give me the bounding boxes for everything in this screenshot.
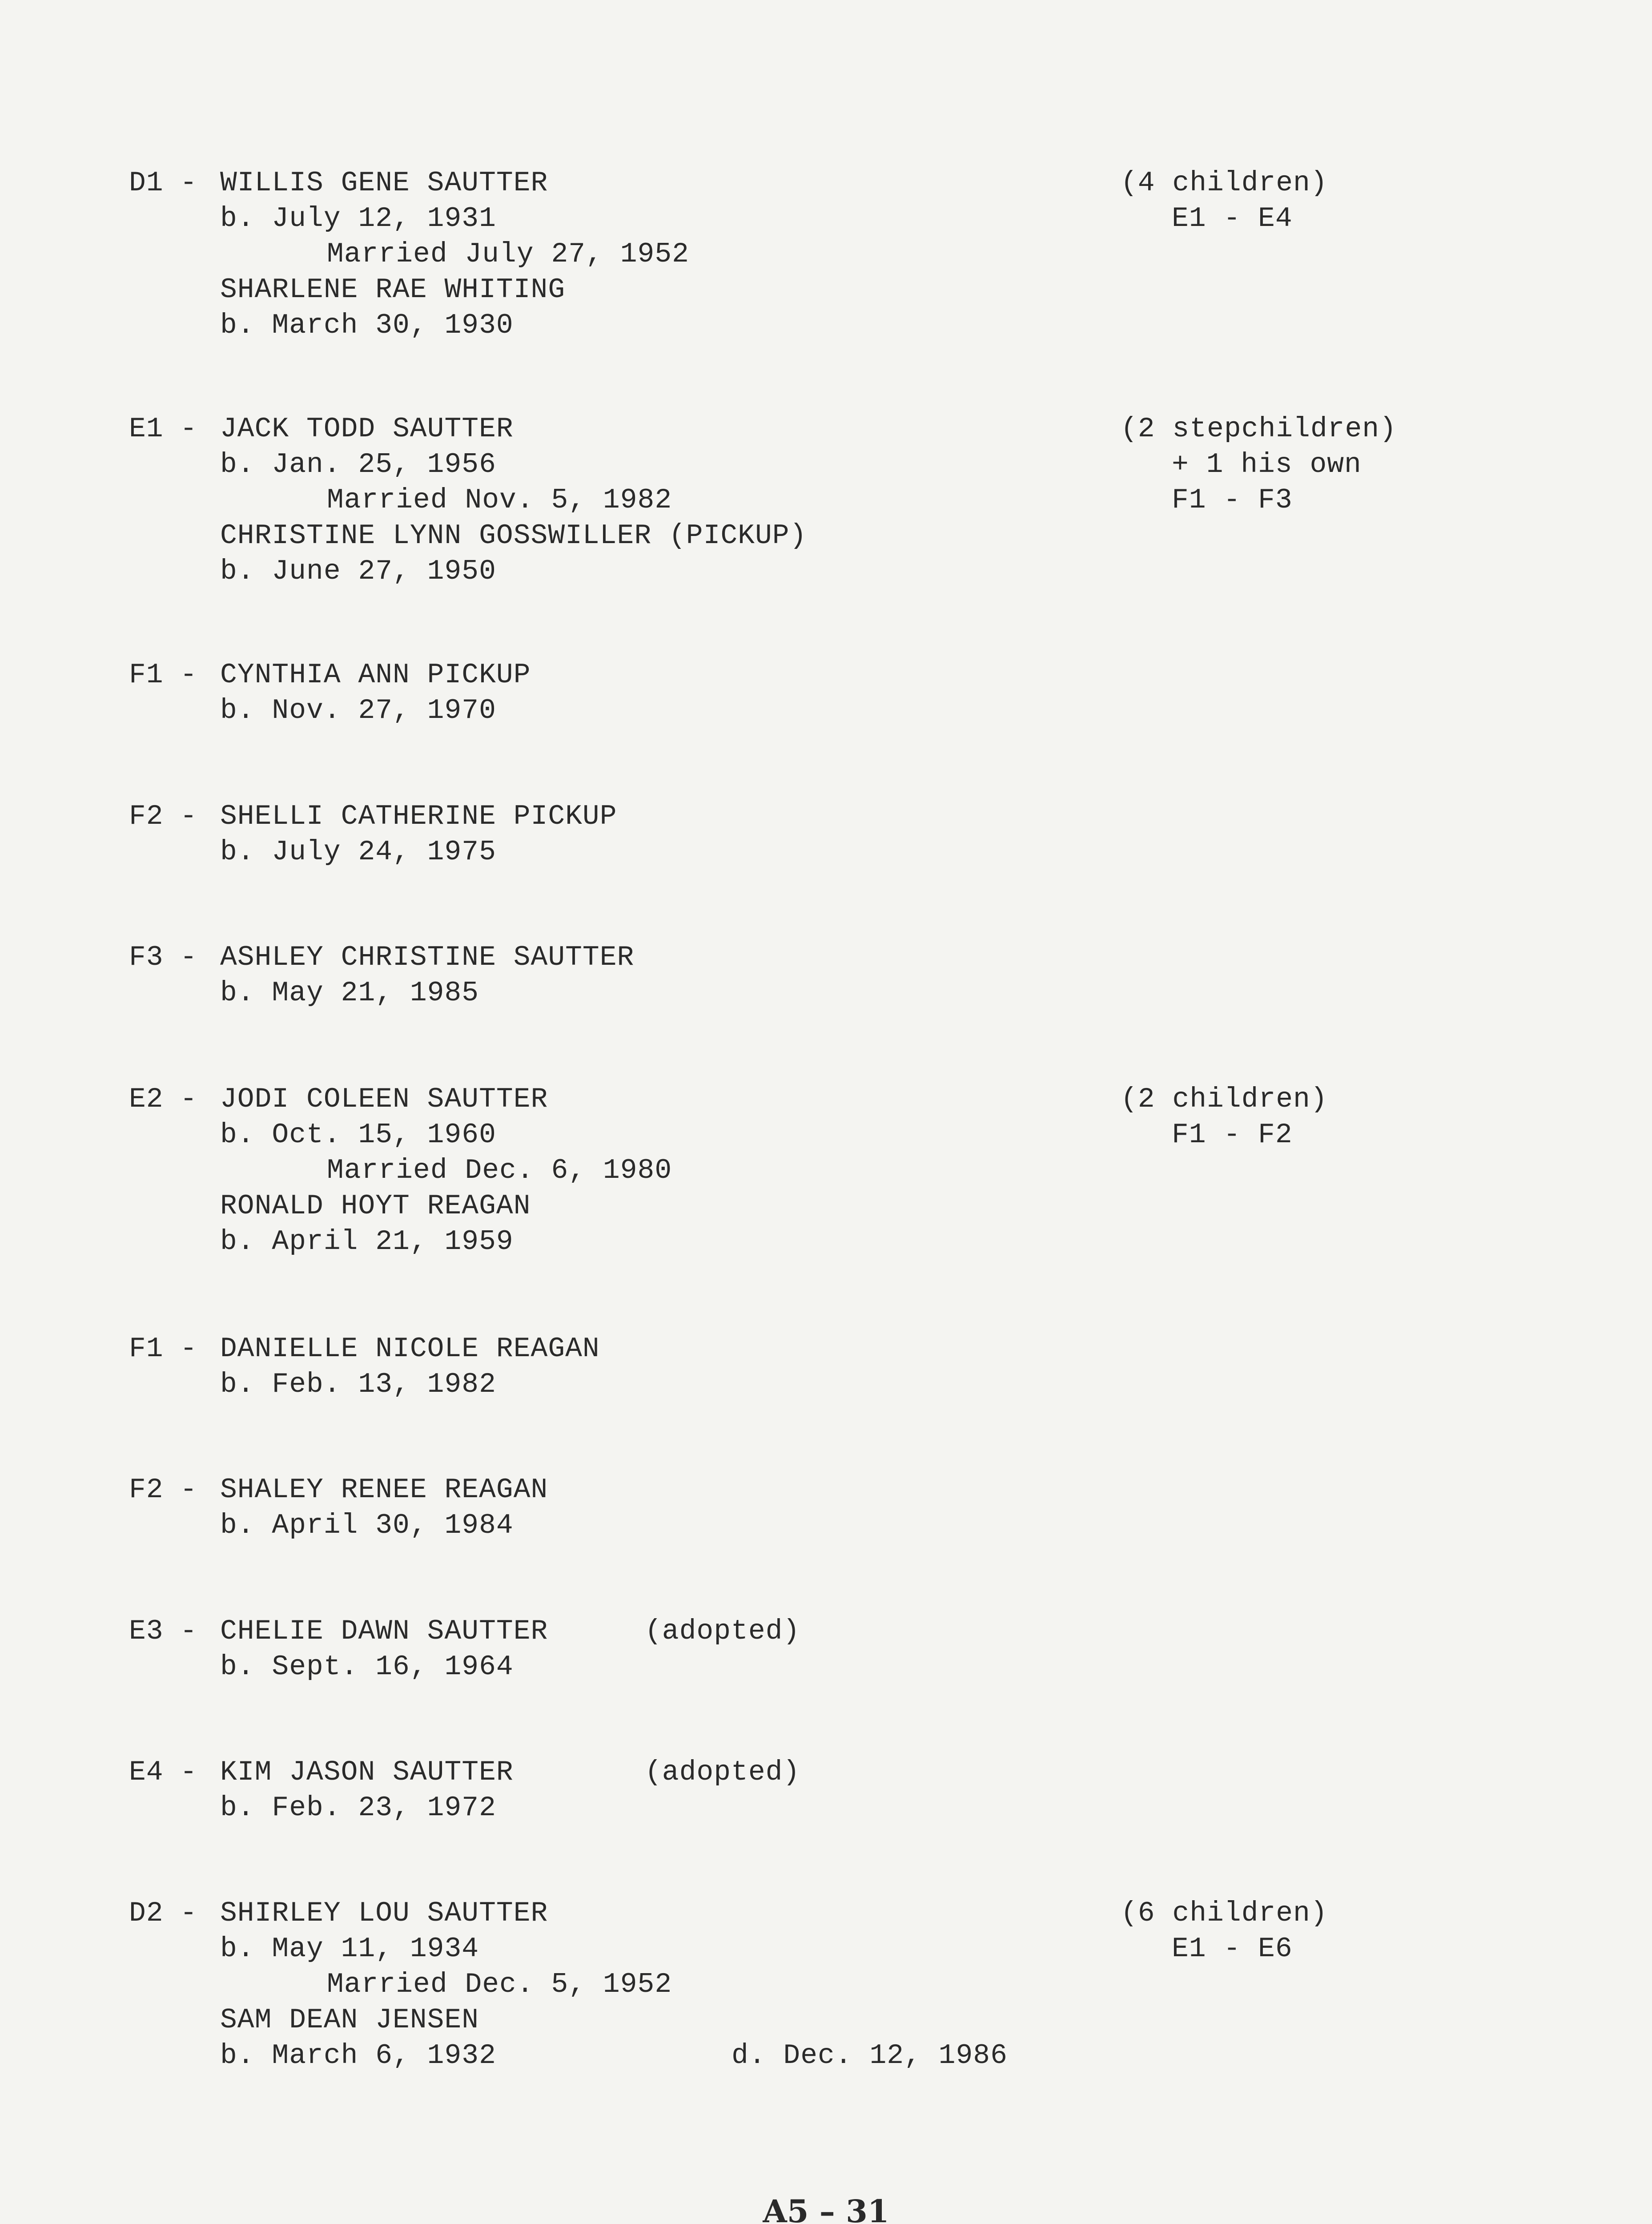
person-name: JACK TODD SAUTTER [220,413,514,445]
person-name: SHIRLEY LOU SAUTTER [220,1898,548,1929]
entry-code: F3 [129,942,164,973]
spouse-birth-date: b. March 6, 1932 [220,2040,496,2071]
birth-date: b. Oct. 15, 1960 [220,1119,496,1151]
dash: - [180,1084,197,1115]
person-name: KIM JASON SAUTTER [220,1757,514,1788]
entry-f3 [129,940,1596,1011]
person-name: ASHLEY CHRISTINE SAUTTER [220,942,635,973]
children-range: F1 - F2 [1172,1119,1293,1151]
spouse-name: CHRISTINE LYNN GOSSWILLER (PICKUP) [220,520,807,552]
children-range: E1 - E6 [1172,1933,1293,1965]
adopted-note: (adopted) [645,1757,800,1788]
person-name: CYNTHIA ANN PICKUP [220,659,531,691]
dash: - [180,1757,197,1788]
entry-code: E2 [129,1084,164,1115]
birth-date: b. Jan. 25, 1956 [220,449,496,480]
adopted-note: (adopted) [645,1616,800,1647]
marriage-date: Married Dec. 5, 1952 [327,1969,672,2000]
children-note-e1 [1121,411,1565,518]
marriage-date: Married Nov. 5, 1982 [327,484,672,516]
marriage-date: Married July 27, 1952 [327,238,689,270]
person-name: WILLIS GENE SAUTTER [220,167,548,199]
birth-date: b. May 11, 1934 [220,1933,479,1965]
spouse-name: SAM DEAN JENSEN [220,2004,479,2036]
children-count: (6 children) [1121,1898,1328,1929]
birth-date: b. April 30, 1984 [220,1510,514,1541]
entry-code: F1 [129,659,164,691]
entry-f2-reagan [129,1472,1596,1543]
dash: - [180,167,197,199]
person-name: SHELLI CATHERINE PICKUP [220,801,617,832]
entry-code: D2 [129,1898,164,1929]
birth-date: b. Feb. 13, 1982 [220,1369,496,1400]
dash: - [180,801,197,832]
dash: - [180,659,197,691]
person-name: SHALEY RENEE REAGAN [220,1474,548,1506]
entry-code: E3 [129,1616,164,1647]
children-note-e2 [1121,1082,1565,1153]
dash: - [180,1474,197,1506]
person-name: JODI COLEEN SAUTTER [220,1084,548,1115]
birth-date: b. July 12, 1931 [220,203,496,234]
children-count: (4 children) [1121,167,1328,199]
entry-f2 [129,799,1596,870]
dash: - [180,1898,197,1929]
page-number: A5 – 31 [763,2193,889,2224]
birth-date: b. Sept. 16, 1964 [220,1651,514,1683]
entry-code: F2 [129,801,164,832]
entry-code: E1 [129,413,164,445]
children-range: F1 - F3 [1172,484,1293,516]
children-count: (2 stepchildren) [1121,413,1397,445]
entry-e4 [129,1755,1596,1826]
entry-f1-reagan [129,1331,1596,1402]
dash: - [180,1616,197,1647]
children-extra: + 1 his own [1172,449,1362,480]
spouse-death-date: d. Dec. 12, 1986 [732,2040,1008,2071]
children-note-d2 [1121,1896,1565,1967]
spouse-birth-date: b. March 30, 1930 [220,310,514,341]
entry-e3 [129,1614,1596,1685]
person-name: DANIELLE NICOLE REAGAN [220,1333,600,1365]
dash: - [180,942,197,973]
entry-code: E4 [129,1757,164,1788]
dash: - [180,413,197,445]
birth-date: b. Feb. 23, 1972 [220,1792,496,1824]
birth-date: b. Nov. 27, 1970 [220,695,496,726]
birth-date: b. May 21, 1985 [220,977,479,1009]
spouse-birth-date: b. June 27, 1950 [220,556,496,587]
children-range: E1 - E4 [1172,203,1293,234]
spouse-birth-date: b. April 21, 1959 [220,1226,514,1257]
person-name: CHELIE DAWN SAUTTER [220,1616,548,1647]
dash: - [180,1333,197,1365]
marriage-date: Married Dec. 6, 1980 [327,1155,672,1186]
spouse-name: RONALD HOYT REAGAN [220,1190,531,1222]
spouse-name: SHARLENE RAE WHITING [220,274,566,306]
entry-code: D1 [129,167,164,199]
entry-f1 [129,657,1596,729]
children-note-d1 [1121,165,1565,237]
birth-date: b. July 24, 1975 [220,836,496,868]
entry-code: F1 [129,1333,164,1365]
children-count: (2 children) [1121,1084,1328,1115]
entry-code: F2 [129,1474,164,1506]
